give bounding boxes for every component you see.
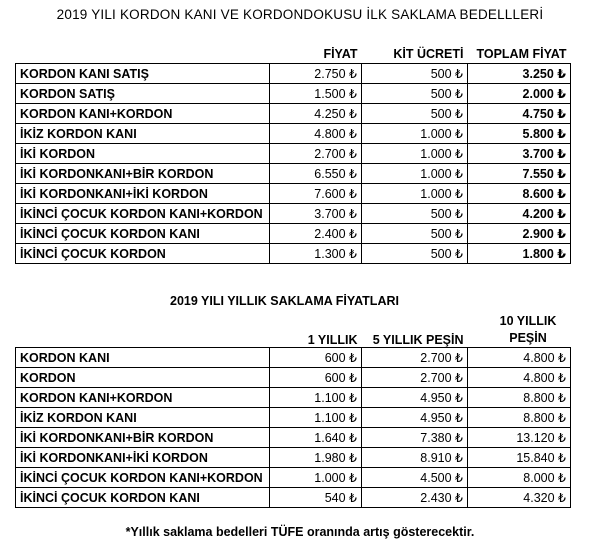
cell-total: 8.600 ₺: [468, 184, 571, 204]
cell-price: 7.600 ₺: [270, 184, 362, 204]
row-label: İKİNCİ ÇOCUK KORDON KANI: [16, 488, 270, 508]
header-10-year-label: 10 YILLIK PEŞİN: [499, 314, 557, 345]
table-row: [16, 104, 571, 124]
cell-total: 4.200 ₺: [468, 204, 571, 224]
cell-y10: 15.840 ₺: [468, 448, 571, 468]
cell-y10: 8.000 ₺: [468, 468, 571, 488]
table-row: [16, 204, 571, 224]
row-label: İKİ KORDONKANI+BİR KORDON: [16, 164, 270, 184]
row-label: İKİNCİ ÇOCUK KORDON: [16, 244, 270, 264]
cell-price: 2.700 ₺: [270, 144, 362, 164]
cell-y1: 1.980 ₺: [270, 448, 362, 468]
row-label: İKİ KORDON: [16, 144, 270, 164]
table-row: [16, 348, 571, 368]
row-label: İKİ KORDONKANI+İKİ KORDON: [16, 448, 270, 468]
table-row: [16, 144, 571, 164]
cell-total: 7.550 ₺: [468, 164, 571, 184]
cell-y10: 4.800 ₺: [468, 368, 571, 388]
cell-y10: 13.120 ₺: [468, 428, 571, 448]
cell-total: 5.800 ₺: [468, 124, 571, 144]
cell-kit: 500 ₺: [362, 224, 468, 244]
cell-y10: 8.800 ₺: [468, 408, 571, 428]
table-row: [16, 124, 571, 144]
annual-storage-price-table: [15, 311, 571, 508]
cell-total: 3.700 ₺: [468, 144, 571, 164]
table-row: [16, 408, 571, 428]
row-label: İKİNCİ ÇOCUK KORDON KANI+KORDON: [16, 204, 270, 224]
cell-y10: 8.800 ₺: [468, 388, 571, 408]
header-kit-fee: KİT ÜCRETİ: [393, 46, 464, 61]
cell-price: 1.500 ₺: [270, 84, 362, 104]
cell-price: 1.300 ₺: [270, 244, 362, 264]
row-label: KORDON KANI: [16, 348, 270, 368]
table-row: [16, 468, 571, 488]
cell-y5: 7.380 ₺: [362, 428, 468, 448]
cell-y10: 4.800 ₺: [468, 348, 571, 368]
cell-kit: 1.000 ₺: [362, 124, 468, 144]
table-row: [16, 368, 571, 388]
cell-y1: 1.000 ₺: [270, 468, 362, 488]
cell-kit: 1.000 ₺: [362, 144, 468, 164]
header-10-year: [468, 311, 571, 348]
cell-y1: 600 ₺: [270, 348, 362, 368]
table-header-row: [16, 44, 571, 64]
table-row: [16, 488, 571, 508]
cell-price: 2.400 ₺: [270, 224, 362, 244]
cell-y5: 2.700 ₺: [362, 348, 468, 368]
cell-y1: 600 ₺: [270, 368, 362, 388]
table-header-row: [16, 311, 571, 348]
table-row: [16, 184, 571, 204]
initial-storage-price-table: [15, 44, 571, 264]
row-label: İKİNCİ ÇOCUK KORDON KANI: [16, 224, 270, 244]
cell-kit: 500 ₺: [362, 244, 468, 264]
cell-y1: 1.640 ₺: [270, 428, 362, 448]
cell-kit: 500 ₺: [362, 104, 468, 124]
cell-price: 3.700 ₺: [270, 204, 362, 224]
cell-total: 1.800 ₺: [468, 244, 571, 264]
cell-price: 2.750 ₺: [270, 64, 362, 84]
cell-kit: 1.000 ₺: [362, 184, 468, 204]
row-label: KORDON: [16, 368, 270, 388]
header-empty: [16, 44, 270, 64]
row-label: KORDON KANI+KORDON: [16, 388, 270, 408]
cell-price: 6.550 ₺: [270, 164, 362, 184]
row-label: İKİ KORDONKANI+BİR KORDON: [16, 428, 270, 448]
cell-y5: 2.700 ₺: [362, 368, 468, 388]
cell-kit: 500 ₺: [362, 84, 468, 104]
row-label: KORDON SATIŞ: [16, 84, 270, 104]
row-label: KORDON KANI SATIŞ: [16, 64, 270, 84]
cell-y1: 540 ₺: [270, 488, 362, 508]
header-1-year: 1 YILLIK: [307, 333, 358, 347]
table-row: [16, 244, 571, 264]
cell-y5: 2.430 ₺: [362, 488, 468, 508]
cell-y10: 4.320 ₺: [468, 488, 571, 508]
cell-y5: 8.910 ₺: [362, 448, 468, 468]
table-row: [16, 428, 571, 448]
cell-y5: 4.950 ₺: [362, 388, 468, 408]
table-row: [16, 84, 571, 104]
cell-kit: 1.000 ₺: [362, 164, 468, 184]
header-empty: [16, 311, 270, 348]
footnote: *Yıllık saklama bedelleri TÜFE oranında artış gösterecektir.: [125, 525, 475, 539]
row-label: İKİZ KORDON KANI: [16, 408, 270, 428]
header-5-year: 5 YILLIK PEŞİN: [372, 333, 464, 347]
cell-total: 3.250 ₺: [468, 64, 571, 84]
cell-price: 4.800 ₺: [270, 124, 362, 144]
cell-y5: 4.950 ₺: [362, 408, 468, 428]
header-price: FİYAT: [323, 46, 358, 61]
row-label: İKİ KORDONKANI+İKİ KORDON: [16, 184, 270, 204]
page-title: 2019 YILI KORDON KANI VE KORDONDOKUSU İLK SAKLAMA BEDELLLERİ: [56, 7, 544, 22]
table-row: [16, 388, 571, 408]
annual-storage-title: 2019 YILI YILLIK SAKLAMA FİYATLARI: [170, 294, 399, 308]
cell-total: 2.900 ₺: [468, 224, 571, 244]
cell-kit: 500 ₺: [362, 204, 468, 224]
table-row: [16, 448, 571, 468]
table-row: [16, 64, 571, 84]
table-row: [16, 224, 571, 244]
row-label: İKİNCİ ÇOCUK KORDON KANI+KORDON: [16, 468, 270, 488]
row-label: KORDON KANI+KORDON: [16, 104, 270, 124]
row-label: İKİZ KORDON KANI: [16, 124, 270, 144]
cell-y1: 1.100 ₺: [270, 388, 362, 408]
cell-kit: 500 ₺: [362, 64, 468, 84]
cell-y5: 4.500 ₺: [362, 468, 468, 488]
cell-total: 2.000 ₺: [468, 84, 571, 104]
cell-total: 4.750 ₺: [468, 104, 571, 124]
header-total-price: TOPLAM FİYAT: [476, 46, 567, 61]
cell-price: 4.250 ₺: [270, 104, 362, 124]
table-row: [16, 164, 571, 184]
cell-y1: 1.100 ₺: [270, 408, 362, 428]
